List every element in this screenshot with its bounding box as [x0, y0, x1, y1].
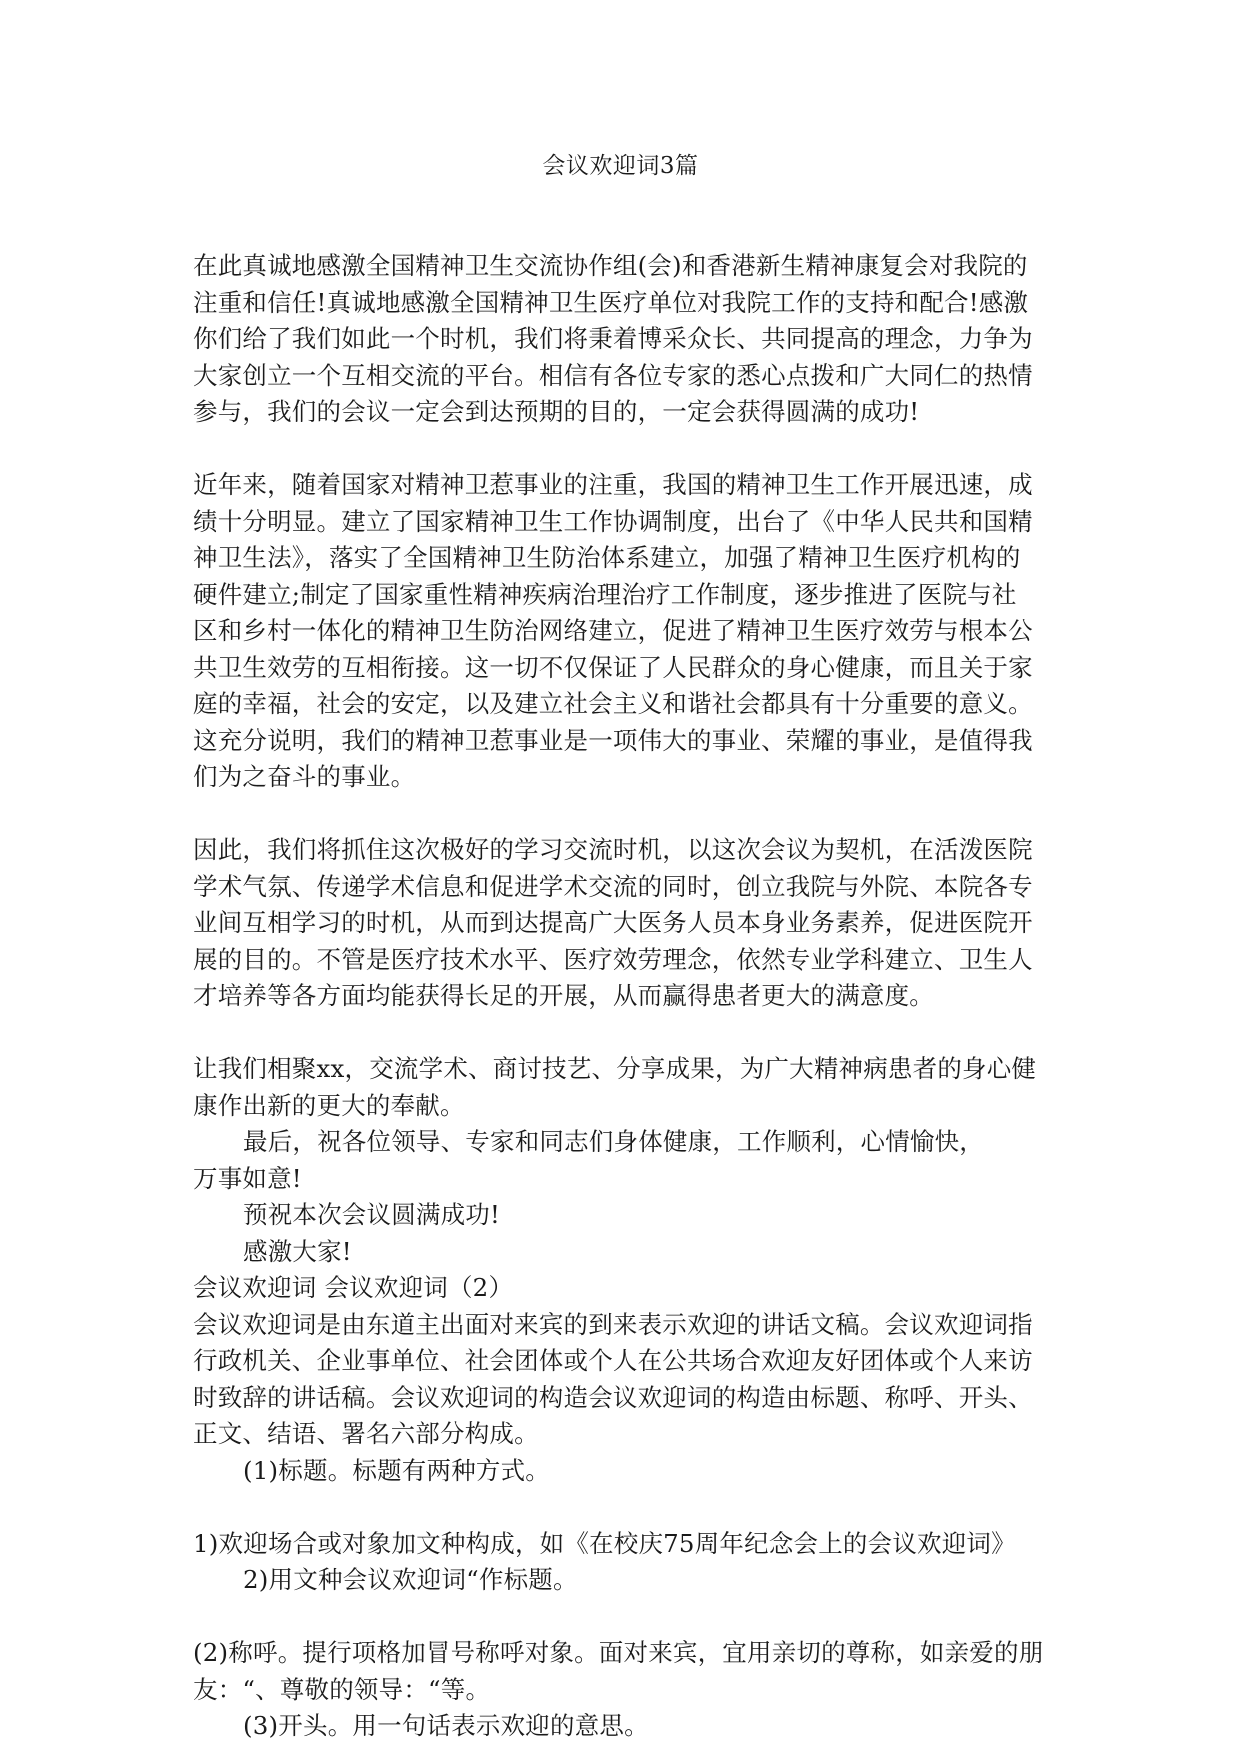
- text-line: 预祝本次会议圆满成功!: [243, 1200, 501, 1229]
- text-line: 万事如意!: [193, 1163, 302, 1193]
- list-item: (3)开头。用一句话表示欢迎的意思。: [243, 1711, 649, 1740]
- text-line: 友：“、尊敬的领导：“等。: [193, 1674, 491, 1704]
- section-2: [193, 1270, 1053, 1745]
- text-line: 展的目的。不管是医疗技术水平、医疗效劳理念，依然专业学科建立、卫生人: [193, 944, 1033, 974]
- list-item: (2)称呼。提行项格加冒号称呼对象。面对来宾，宜用亲切的尊称，如亲爱的朋: [193, 1638, 1044, 1667]
- text-line: 在此真诚地感激全国精神卫生交流协作组(会)和香港新生精神康复会对我院的: [193, 251, 1028, 280]
- paragraph-opportunity: [193, 832, 1053, 1015]
- list-item: 1)欢迎场合或对象加文种构成，如《在校庆75周年纪念会上的会议欢迎词》: [193, 1528, 1016, 1558]
- text-line: 业间互相学习的时机，从而到达提高广大医务人员本身业务素养，促进医院开: [193, 908, 1033, 937]
- text-line: 学术气氛、传递学术信息和促进学术交流的同时，创立我院与外院、本院各专: [193, 871, 1033, 901]
- text-line: 让我们相聚xx，交流学术、商讨技艺、分享成果，为广大精神病患者的身心健: [193, 1054, 1037, 1083]
- document-body: [193, 248, 1053, 1745]
- document-title: 会议欢迎词3篇: [542, 153, 699, 179]
- text-line: 们为之奋斗的事业。: [193, 762, 416, 791]
- text-line: 最后，祝各位领导、专家和同志们身体健康，工作顺利，心情愉快，: [243, 1127, 984, 1156]
- text-line: 正文、结语、署名六部分构成。: [193, 1419, 539, 1448]
- text-line: 你们给了我们如此一个时机，我们将秉着博采众长、共同提高的理念，力争为: [193, 324, 1033, 353]
- section-heading: 会议欢迎词 会议欢迎词（2）: [193, 1273, 514, 1302]
- spacer: [193, 1489, 1053, 1526]
- text-line: 庭的幸福，社会的安定，以及建立社会主义和谐社会都具有十分重要的意义。: [193, 689, 1033, 718]
- text-line: 近年来，随着国家对精神卫惹事业的注重，我国的精神卫生工作开展迅速，成: [193, 470, 1033, 499]
- text-line: 参与，我们的会议一定会到达预期的目的，一定会获得圆满的成功!: [193, 397, 920, 426]
- text-line: 共卫生效劳的互相衔接。这一切不仅保证了人民群众的身心健康，而且关于家: [193, 652, 1033, 682]
- text-line: 绩十分明显。建立了国家精神卫生工作协调制度，出台了《中华人民共和国精: [193, 506, 1033, 536]
- text-line: 才培养等各方面均能获得长足的开展，从而赢得患者更大的满意度。: [193, 981, 934, 1010]
- closing-block: [193, 1051, 1053, 1270]
- text-line: 区和乡村一体化的精神卫生防治网络建立，促进了精神卫生医疗效劳与根本公: [193, 616, 1033, 645]
- list-item: 2)用文种会议欢迎词“作标题。: [243, 1565, 578, 1594]
- text-line: 行政机关、企业事单位、社会团体或个人在公共场合欢迎友好团体或个人来访: [193, 1346, 1033, 1375]
- spacer: [193, 1599, 1053, 1636]
- list-item: (1)标题。标题有两种方式。: [243, 1455, 551, 1485]
- text-line: 因此，我们将抓住这次极好的学习交流时机，以这次会议为契机，在活泼医院: [193, 835, 1033, 864]
- text-line: 大家创立一个互相交流的平台。相信有各位专家的悉心点拨和广大同仁的热情: [193, 360, 1033, 390]
- paragraph-progress: [193, 467, 1053, 796]
- paragraph-thanks: [193, 248, 1053, 431]
- text-line: 神卫生法》，落实了全国精神卫生防治体系建立，加强了精神卫生医疗机构的: [193, 543, 1021, 572]
- text-line: 注重和信任!真诚地感激全国精神卫生医疗单位对我院工作的支持和配合!感激: [193, 287, 1029, 317]
- text-line: 时致辞的讲话稿。会议欢迎词的构造会议欢迎词的构造由标题、称呼、开头、: [193, 1382, 1033, 1412]
- text-line: 这充分说明，我们的精神卫惹事业是一项伟大的事业、荣耀的事业，是值得我: [193, 725, 1033, 755]
- text-line: 硬件建立;制定了国家重性精神疾病治理治疗工作制度，逐步推进了医院与社: [193, 579, 1017, 609]
- text-line: 康作出新的更大的奉献。: [193, 1090, 465, 1120]
- text-line: 会议欢迎词是由东道主出面对来宾的到来表示欢迎的讲话文稿。会议欢迎词指: [193, 1309, 1033, 1339]
- text-line: 感激大家!: [243, 1236, 352, 1266]
